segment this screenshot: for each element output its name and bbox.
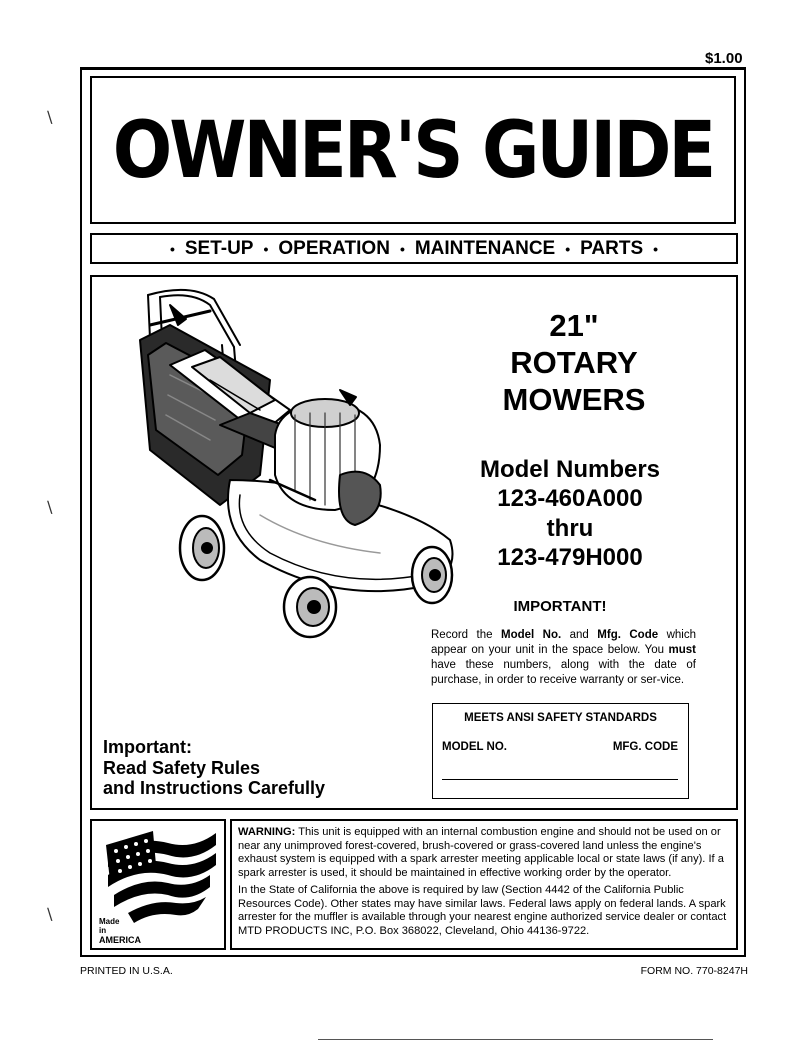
model-numbers — [450, 455, 690, 572]
tagline-item-setup: SET-UP — [184, 237, 254, 259]
important-bold-mfg-code: Mfg. Code — [597, 629, 659, 641]
tagline-item-maintenance: MAINTENANCE — [414, 237, 556, 259]
headline-rotary: ROTARY — [510, 345, 638, 381]
bullet-icon: • — [263, 240, 269, 257]
important-bold-model-no: Model No. — [500, 629, 562, 641]
model-no-label: MODEL NO. — [442, 741, 507, 753]
record-write-line — [442, 779, 678, 780]
tagline-item-parts: PARTS — [580, 237, 644, 259]
important-text-part: which appear on your unit in the space below. You — [431, 629, 696, 656]
important-text — [431, 628, 696, 688]
title-banner — [90, 76, 736, 224]
bullet-icon: • — [565, 240, 571, 257]
made-label-in: in — [99, 926, 107, 936]
tagline-item-operation: OPERATION — [278, 237, 390, 259]
document-title: OWNER'S GUIDE — [112, 104, 714, 196]
scan-mark-icon: ∖ — [44, 907, 55, 924]
form-number: FORM NO. 770-8247H — [640, 965, 748, 977]
made-in-america-badge — [90, 819, 226, 950]
model-number-from: 123-460A000 — [497, 485, 643, 513]
safety-note-line3: and Instructions Carefully — [103, 778, 326, 799]
important-text-part: have these numbers, along with the date of purchase, in order to receive warranty or ser-vice. — [431, 658, 696, 686]
product-headline — [470, 307, 678, 419]
safety-note-line1: Important: — [103, 737, 192, 757]
scan-mark-icon: ∖ — [44, 110, 55, 127]
ansi-record-box — [432, 703, 689, 799]
headline-size: 21" — [549, 308, 599, 343]
important-text-part: Record the — [431, 629, 501, 641]
lawn-mower-illustration — [110, 285, 470, 645]
made-label-america: AMERICA — [99, 935, 141, 946]
warning-label: WARNING: — [238, 826, 296, 838]
warning-text-1: This unit is equipped with an internal combustion engine and should not be used on or near any unimproved forest-covered, brush-covered or grass-covered land unless the engine's exhaust system is equipped with a spark arrester meeting applicable local or state laws (if any). If a spark arrester is used, it should be maintained in effective working order by the operator. — [238, 826, 724, 879]
price-label: $1.00 — [705, 50, 743, 67]
safety-note-line2: Read Safety Rules — [103, 757, 261, 778]
model-numbers-label: Model Numbers — [479, 456, 661, 483]
model-number-thru: thru — [546, 514, 594, 542]
ansi-title: MEETS ANSI SAFETY STANDARDS — [464, 712, 657, 724]
mfg-code-label: MFG. CODE — [612, 741, 678, 753]
bullet-icon: • — [169, 240, 175, 257]
headline-mowers: MOWERS — [502, 382, 646, 418]
safety-note — [103, 737, 325, 799]
spark-arrester-warning — [230, 819, 738, 950]
important-text-part: and — [561, 629, 598, 641]
section-tagline — [90, 233, 738, 264]
printed-in-label: PRINTED IN U.S.A. — [80, 965, 173, 977]
scan-mark-icon: ∖ — [44, 500, 55, 517]
made-label-made: Made — [99, 917, 120, 926]
scan-edge-line — [318, 1039, 713, 1040]
warning-paragraph-2: In the State of California the above is required by law (Section 4442 of the California Public Resources Code). Other states may have similar laws. Federal laws apply on federal lands. A spark arrester for the muffler is available through your nearest engine authorized service dealer or contact MTD PRODUCTS INC, P.O. Box 368022, Cleveland, Ohio 44136-9722. — [238, 884, 727, 937]
important-bold-must: must — [668, 643, 696, 656]
bullet-icon: • — [653, 240, 659, 257]
bullet-icon: • — [399, 240, 405, 257]
made-in-label — [99, 917, 141, 946]
warning-paragraph-1 — [238, 826, 731, 880]
important-heading: IMPORTANT! — [513, 598, 607, 615]
model-number-to: 123-479H000 — [497, 543, 643, 571]
